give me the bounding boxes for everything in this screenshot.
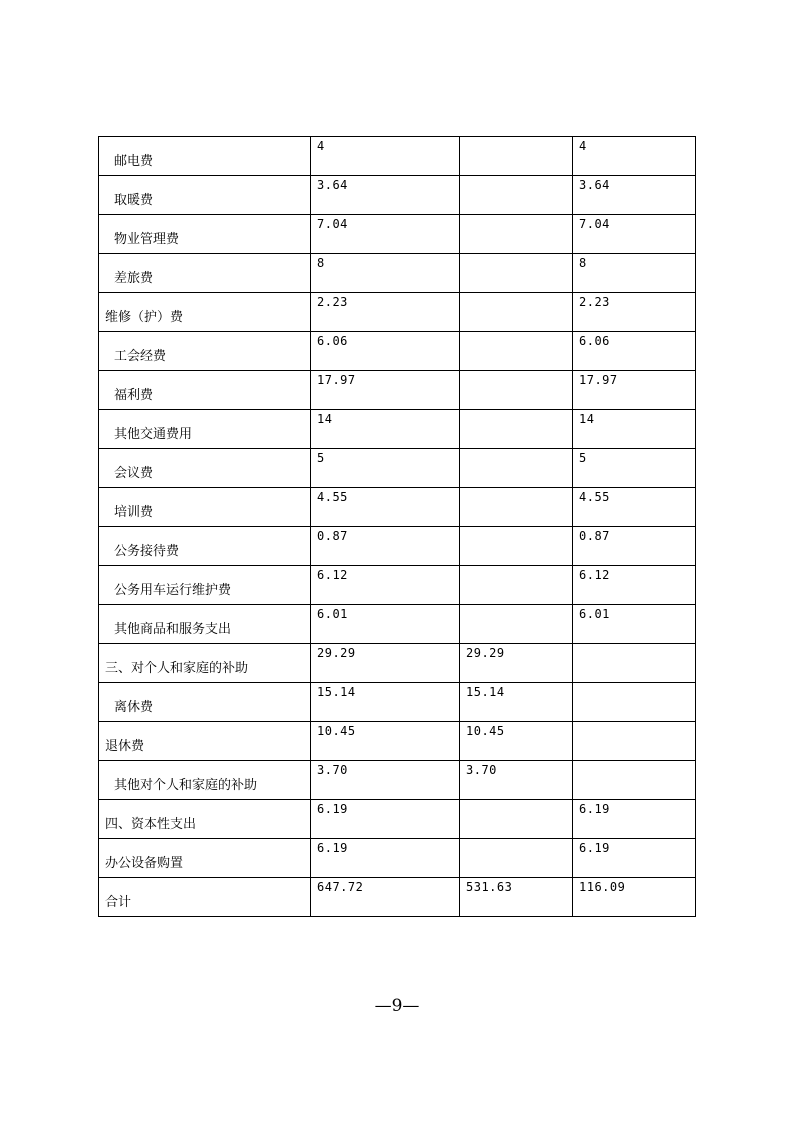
cell-basic: 3.70 bbox=[460, 761, 573, 800]
cell-project: 6.12 bbox=[573, 566, 696, 605]
cell-project: 6.19 bbox=[573, 800, 696, 839]
cell-project: 2.23 bbox=[573, 293, 696, 332]
table-row bbox=[99, 878, 696, 917]
table-row bbox=[99, 215, 696, 254]
cell-project bbox=[573, 683, 696, 722]
row-label: 离休费 bbox=[99, 683, 311, 722]
row-label: 物业管理费 bbox=[99, 215, 311, 254]
cell-basic bbox=[460, 332, 573, 371]
cell-total: 6.19 bbox=[311, 839, 460, 878]
row-label: 会议费 bbox=[99, 449, 311, 488]
table-row bbox=[99, 800, 696, 839]
row-label: 其他交通费用 bbox=[99, 410, 311, 449]
cell-total: 2.23 bbox=[311, 293, 460, 332]
row-label: 差旅费 bbox=[99, 254, 311, 293]
cell-basic bbox=[460, 605, 573, 644]
cell-total: 3.70 bbox=[311, 761, 460, 800]
cell-project: 17.97 bbox=[573, 371, 696, 410]
cell-total: 6.12 bbox=[311, 566, 460, 605]
budget-table bbox=[98, 136, 696, 917]
cell-project bbox=[573, 644, 696, 683]
row-label: 取暖费 bbox=[99, 176, 311, 215]
cell-basic bbox=[460, 527, 573, 566]
cell-project: 7.04 bbox=[573, 215, 696, 254]
table-row bbox=[99, 839, 696, 878]
table-row bbox=[99, 644, 696, 683]
cell-basic bbox=[460, 410, 573, 449]
table-row bbox=[99, 293, 696, 332]
cell-basic: 531.63 bbox=[460, 878, 573, 917]
cell-basic: 10.45 bbox=[460, 722, 573, 761]
table-row bbox=[99, 566, 696, 605]
cell-total: 8 bbox=[311, 254, 460, 293]
cell-total: 3.64 bbox=[311, 176, 460, 215]
cell-total: 0.87 bbox=[311, 527, 460, 566]
row-label: 福利费 bbox=[99, 371, 311, 410]
cell-project: 6.06 bbox=[573, 332, 696, 371]
cell-project bbox=[573, 722, 696, 761]
table-row bbox=[99, 449, 696, 488]
row-label: 培训费 bbox=[99, 488, 311, 527]
cell-basic bbox=[460, 176, 573, 215]
row-label: 办公设备购置 bbox=[99, 839, 311, 878]
table-row bbox=[99, 488, 696, 527]
cell-basic bbox=[460, 254, 573, 293]
row-label: 合计 bbox=[99, 878, 311, 917]
cell-total: 15.14 bbox=[311, 683, 460, 722]
cell-project: 0.87 bbox=[573, 527, 696, 566]
cell-basic bbox=[460, 215, 573, 254]
cell-total: 4.55 bbox=[311, 488, 460, 527]
cell-basic bbox=[460, 488, 573, 527]
row-label: 维修（护）费 bbox=[99, 293, 311, 332]
cell-project: 4.55 bbox=[573, 488, 696, 527]
row-label: 邮电费 bbox=[99, 137, 311, 176]
table-row bbox=[99, 332, 696, 371]
cell-project: 3.64 bbox=[573, 176, 696, 215]
row-label: 公务接待费 bbox=[99, 527, 311, 566]
row-label: 四、资本性支出 bbox=[99, 800, 311, 839]
cell-basic bbox=[460, 293, 573, 332]
table-row bbox=[99, 761, 696, 800]
cell-total: 4 bbox=[311, 137, 460, 176]
row-label: 三、对个人和家庭的补助 bbox=[99, 644, 311, 683]
cell-project: 4 bbox=[573, 137, 696, 176]
cell-basic: 15.14 bbox=[460, 683, 573, 722]
table-row bbox=[99, 605, 696, 644]
cell-project: 116.09 bbox=[573, 878, 696, 917]
cell-basic bbox=[460, 800, 573, 839]
cell-basic bbox=[460, 449, 573, 488]
row-label: 其他对个人和家庭的补助 bbox=[99, 761, 311, 800]
cell-project: 8 bbox=[573, 254, 696, 293]
cell-total: 17.97 bbox=[311, 371, 460, 410]
table-row bbox=[99, 371, 696, 410]
table-row bbox=[99, 137, 696, 176]
cell-basic: 29.29 bbox=[460, 644, 573, 683]
cell-project: 14 bbox=[573, 410, 696, 449]
row-label: 其他商品和服务支出 bbox=[99, 605, 311, 644]
table-row bbox=[99, 410, 696, 449]
cell-basic bbox=[460, 371, 573, 410]
cell-total: 10.45 bbox=[311, 722, 460, 761]
cell-total: 647.72 bbox=[311, 878, 460, 917]
cell-total: 6.19 bbox=[311, 800, 460, 839]
cell-project: 6.19 bbox=[573, 839, 696, 878]
row-label: 公务用车运行维护费 bbox=[99, 566, 311, 605]
cell-total: 7.04 bbox=[311, 215, 460, 254]
table-row bbox=[99, 722, 696, 761]
table-row bbox=[99, 527, 696, 566]
cell-total: 6.06 bbox=[311, 332, 460, 371]
cell-total: 6.01 bbox=[311, 605, 460, 644]
cell-project: 5 bbox=[573, 449, 696, 488]
table-row bbox=[99, 176, 696, 215]
cell-basic bbox=[460, 839, 573, 878]
row-label: 工会经费 bbox=[99, 332, 311, 371]
cell-project bbox=[573, 761, 696, 800]
page-number: —9— bbox=[374, 996, 420, 1016]
cell-basic bbox=[460, 566, 573, 605]
cell-total: 14 bbox=[311, 410, 460, 449]
cell-total: 29.29 bbox=[311, 644, 460, 683]
table-row bbox=[99, 683, 696, 722]
cell-project: 6.01 bbox=[573, 605, 696, 644]
cell-basic bbox=[460, 137, 573, 176]
cell-total: 5 bbox=[311, 449, 460, 488]
table-row bbox=[99, 254, 696, 293]
row-label: 退休费 bbox=[99, 722, 311, 761]
table-body bbox=[99, 137, 696, 917]
